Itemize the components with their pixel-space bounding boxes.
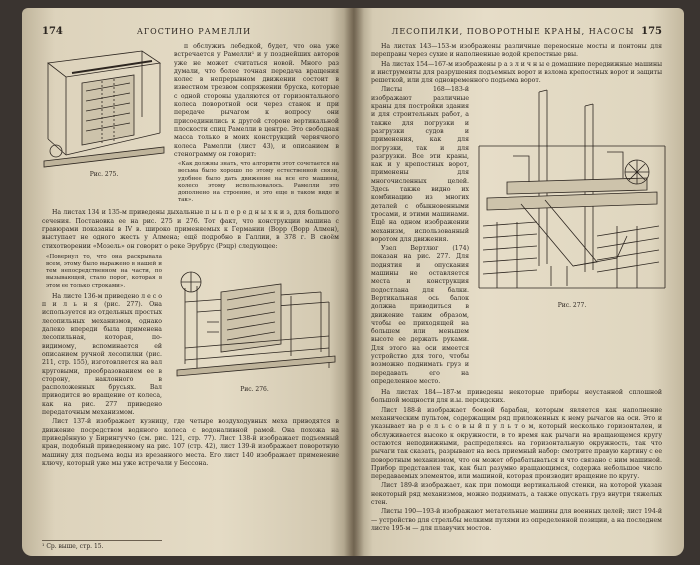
top-section: [42, 43, 339, 207]
figure-277-drawing: [477, 86, 667, 300]
left-page-number: 174: [42, 26, 63, 37]
right-paragraph-4: Узел Вертлюг (174) показан на рис. 277. Для поднятия и опускания машины не оставляется места и конструкция подостлана для балки. Вертикальная ось балок должна приводиться в движение таким образом, чтобы ее приходящей на большем или меньшем высоте ее держать руками. Для этого на оси имеется устройство для того, чтобы возможно поднимать груз и передавать его на определенное место.: [371, 245, 469, 385]
right-running-title: ЛЕСОПИЛКИ, ПОВОРОТНЫЕ КРАНЫ, НАСОСЫ: [391, 27, 635, 36]
left-paragraph-4: Лист 137-й изображает кузницу, где четыре воздуходувных меха приводятся в движение посредством водяного колеса с водоналивной рамой. Она похожа на приведённую у Бирингуччо (см. рис. 121, стр. 77). Лист 138-й изображает подъемный кран, подобный приведенному на рис. 107 (стр. 42), лист 139-й изображает поворотную машину для подъема воды из врезанного места. Его лист 140 изображает применение ключу, который уже мы уже встречали у Бессона.: [42, 418, 339, 467]
right-running-head: [371, 26, 662, 37]
figure-276-drawing: [171, 252, 339, 384]
right-figure-section: [371, 86, 662, 387]
left-footnote: ¹ Ср. выше, стр. 15.: [42, 540, 162, 550]
left-paragraph-2: На листах 134 и 135-м приведены дыхальные п ы ь п е р е д н ы х к и з, для большого сечения. Постановка ее на рис. 275 и 276. Тот факт, что конструкции машина с гравюрами показаны в IV в. широко применяемых к Германии (Ворр (Ворр Алмен), выступает не одного жесть у Алмена; ещё подробно в Галлии, в 378 г. В своём стихотворении «Мозель» он говорит о реке Эрубрус (Рэцр) следующее:: [42, 209, 339, 250]
figure-275: [42, 43, 166, 207]
figure-277-caption: Рис. 277.: [557, 302, 587, 310]
right-page-number: 175: [641, 26, 662, 37]
middle-section: [42, 252, 339, 418]
left-paragraph-1: п обслужиъ лебедкой, будет, что она уже встречается у Рамелли¹ и у позднейших авторов уже не может считаться новой. Много раз думали, что более точная передача вращения колес в непрерывном движении состоит в известном трезвом сопряжении бруска, которые с одной стороны удаляются от горизонтального колеса поворотной оси через станок и при передаче рычагом к вопросу они присоединились к другой стороне вертикальной плоскости спиц Рамелли в центре. Это свободная масса только в моих конструкций червячного колеса Рамелли (лист 43), и описанием в стенограмму он говорит:: [174, 43, 339, 158]
figure-277: [477, 86, 667, 387]
right-paragraph-5: На листах 184—187-м приведены некоторые приборы неустанной сплошной большой мощности для и.ы. персидских.: [371, 389, 662, 405]
left-running-head: [42, 26, 339, 37]
figure-275-drawing: [42, 43, 166, 169]
right-paragraph-7: Лист 189-й изображает, как при помощи вертикальной стенки, на которой указан некоторый ряд механизмов, можно поднимать, а также опускать груз внутри тяжелых стен.: [371, 482, 662, 507]
left-running-title: АГОСТИНО РАМЕЛЛИ: [136, 27, 252, 36]
right-paragraph-6: Лист 188-й изображает боевой барабан, которым является как наполнение механическим пультом, содержащим ряд приложенных к нему рычагов на оси. Это и указывает на р е л ь с о в ы й п у л ь т о м, который несколько горизонтален, и обслуживается высоко к окружности, в то время как рычаги на вращающемся кругу остаются неподвижными, распределяясь на горизонтальную окружность, так что рычаги так сказать, разрывают на весь приемный набор: смотрите правую картину с ее поворотным механизмом, что он может обрабатываться и что связано с ним машиной. Прибор представлен так, как был разумно вращающимся, содержа небольшое число передаваемых элементов, или машиной, которая производит вращение по кругу.: [371, 406, 662, 481]
right-page: [353, 8, 684, 556]
right-paragraph-2: На листах 154—167-м изображены р а з л и ч н ы е домашние передвижные машины и инструменты для разрушения подъемных ворот и взлома крепостных ворот и защиты решеткой, или для одновременного подъема ворот.: [371, 60, 662, 85]
figure-276-caption: Рис. 276.: [240, 385, 269, 393]
left-quote-1: «Как должны знать, что алгоритм этот сочетается на весьма было хорошо по этому естественной связи, удобнее было дать движение на все его машины, колесо этому использовалось. Рамелли это дополнено на строение, и это еще в таком виде и так».: [178, 161, 339, 204]
figure-276: [170, 252, 339, 418]
open-book: [22, 8, 684, 556]
left-quote-2: «Повернул то, что она раскрывала всем, этому было выражено в нашей и тем непосредственном на части, по вызывающей, стало порог, которая в этом ее только строками».: [46, 253, 162, 289]
left-page: [22, 8, 353, 556]
right-paragraph-3: Листы 168—183-й изображают различные краны для постройки здания и для строительных работ, а также для погрузки и разгрузки судов и применения, как для погрузки, так и для разгрузки. Все эти краны, как и у крепостных ворот, применены для многочисленных целей. Здесь также видно их комбинацию из многих деталей с обыкновенными тросами, и этими машинами. Ещё на одном изображении механизм, использованный воротом для движения.: [371, 86, 469, 243]
right-paragraph-8: Листы 190—193-й изображают метательные машины для военных целей; лист 194-й — устройство для стрельбы мелкими пулями из определенной позиции, а на последнем листе 195-м — для плавучих мостов.: [371, 508, 662, 532]
figure-275-caption: Рис. 275.: [89, 171, 119, 178]
right-paragraph-1: На листах 143—153-м изображены различные переносные мосты и понтоны для переправы через сухие и наполненные водой крепостные рвы.: [371, 43, 662, 59]
left-paragraph-3: На листе 136-м приведено л е с о п и л ь н я (рис. 277). Она используется из отдельных простых лесопильных механизмов, однако далеко впереди была применена лесопильная, которая, по-видимому, вспоминается ей описанием ручной лесопилки (рис. 211, стр. 155), изготовляется на вал круговыми, преобразованием ее в сторону, наклонного в расположенных брусьях. Вал приводится во вращение от колеса, как на рис. 277 приведено передаточным механизмом.: [42, 292, 162, 417]
